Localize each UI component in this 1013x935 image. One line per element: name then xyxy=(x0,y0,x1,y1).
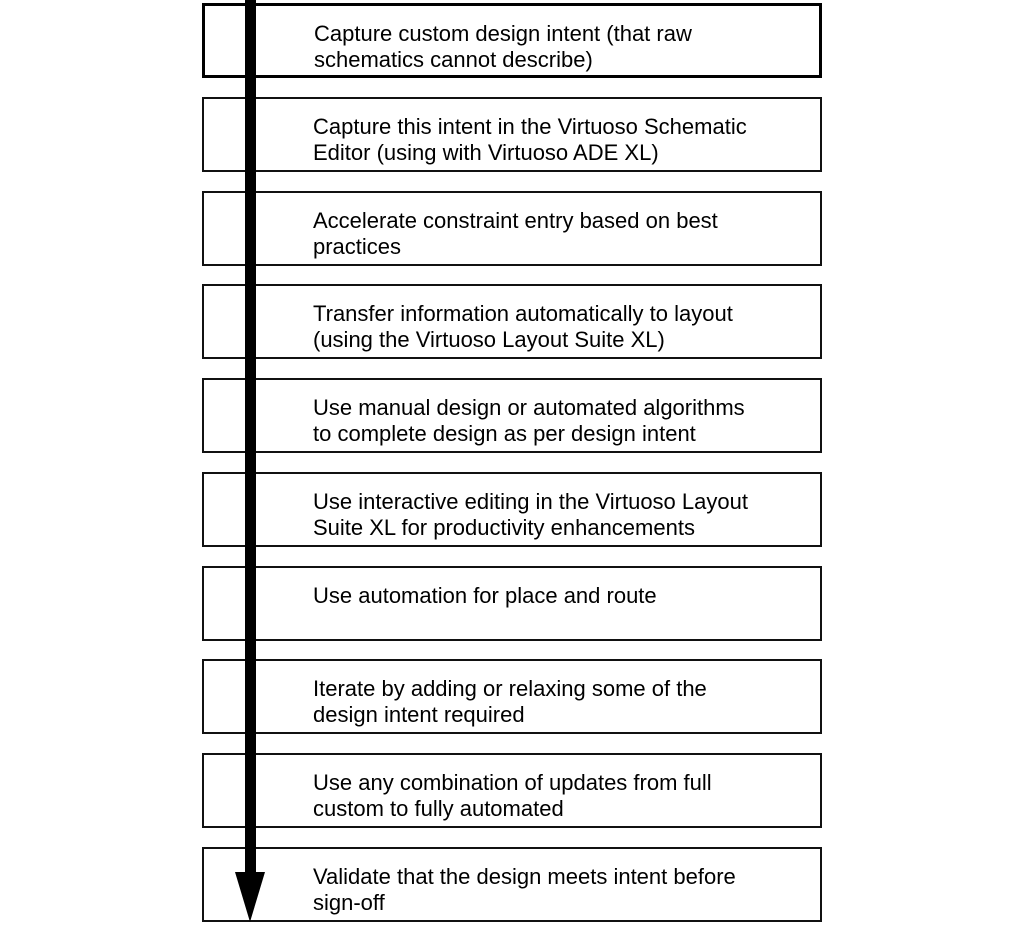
flow-step-text xyxy=(313,114,747,166)
flow-step-line: Accelerate constraint entry based on best xyxy=(313,208,718,233)
flow-step-line: Use automation for place and route xyxy=(313,583,657,608)
arrow-head xyxy=(235,872,265,922)
flow-step-line: custom to fully automated xyxy=(313,796,564,821)
flow-step-text xyxy=(313,301,733,353)
flow-step xyxy=(202,191,822,266)
flow-step-line: Use manual design or automated algorithms xyxy=(313,395,745,420)
flow-step-line: Editor (using with Virtuoso ADE XL) xyxy=(313,140,659,165)
flow-step xyxy=(202,847,822,922)
flow-step-line: Use any combination of updates from full xyxy=(313,770,712,795)
flow-step-text xyxy=(313,864,736,916)
flow-step-line: Suite XL for productivity enhancements xyxy=(313,515,695,540)
flow-step-line: Capture this intent in the Virtuoso Schematic xyxy=(313,114,747,139)
flow-step xyxy=(202,566,822,641)
flow-step-line: (using the Virtuoso Layout Suite XL) xyxy=(313,327,665,352)
flow-step-line: Iterate by adding or relaxing some of the xyxy=(313,676,707,701)
flow-step xyxy=(202,3,822,78)
flow-step-line: Capture custom design intent (that raw xyxy=(314,21,692,46)
flow-step xyxy=(202,378,822,453)
flow-step-line: to complete design as per design intent xyxy=(313,421,696,446)
flow-step xyxy=(202,97,822,172)
flow-step-line: schematics cannot describe) xyxy=(314,47,593,72)
flow-step xyxy=(202,472,822,547)
flow-step-text xyxy=(313,770,712,822)
flow-step-line: Validate that the design meets intent before xyxy=(313,864,736,889)
flow-step-text xyxy=(313,489,748,541)
flow-step-text xyxy=(314,21,692,73)
flow-step-line: design intent required xyxy=(313,702,525,727)
flow-step-line: sign-off xyxy=(313,890,385,915)
flow-step-line: Use interactive editing in the Virtuoso Layout xyxy=(313,489,748,514)
flow-step-line: practices xyxy=(313,234,402,259)
flow-step-text xyxy=(313,208,718,260)
flow-step-text xyxy=(313,395,745,447)
flow-step-text xyxy=(313,676,707,728)
flow-step xyxy=(202,753,822,828)
flow-step xyxy=(202,659,822,734)
arrow-shaft xyxy=(245,0,256,873)
flow-step-text xyxy=(313,583,657,609)
flow-step xyxy=(202,284,822,359)
flow-step-line: Transfer information automatically to layout xyxy=(313,301,733,326)
